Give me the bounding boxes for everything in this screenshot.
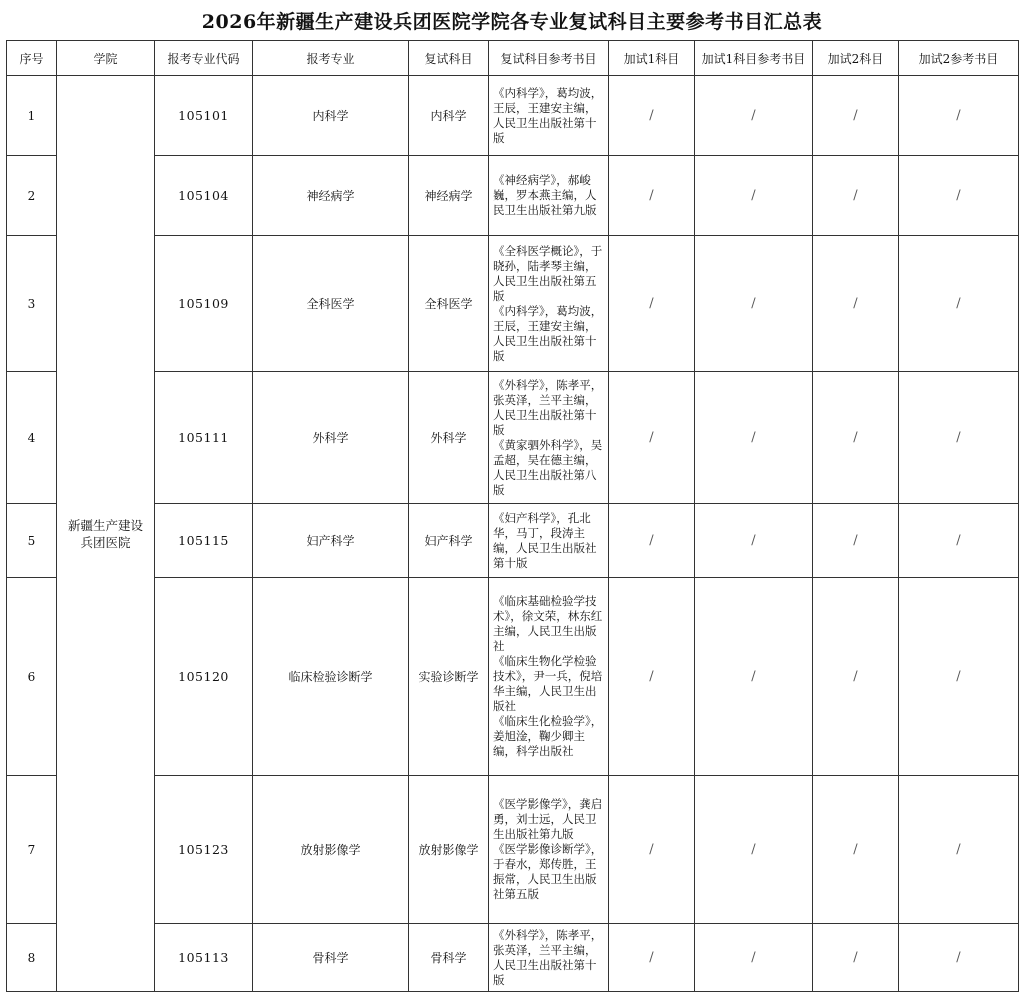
extra1-subject: /	[609, 372, 695, 504]
retest-subject: 实验诊断学	[409, 578, 489, 776]
extra1-reference: /	[695, 156, 813, 236]
major-code: 105111	[155, 372, 253, 504]
extra2-subject: /	[813, 504, 899, 578]
table-row	[7, 578, 1019, 776]
extra2-subject: /	[813, 924, 899, 992]
major-name: 骨科学	[253, 924, 409, 992]
extra2-reference: /	[899, 578, 1019, 776]
table-row	[7, 372, 1019, 504]
retest-subject: 骨科学	[409, 924, 489, 992]
retest-reference: 《妇产科学》，孔北华，马丁，段涛主编，人民卫生出版社第十版	[489, 504, 609, 578]
table-row	[7, 76, 1019, 156]
header-extra1-reference: 加试1科目参考书目	[695, 41, 813, 76]
retest-subject: 神经病学	[409, 156, 489, 236]
extra1-subject: /	[609, 156, 695, 236]
major-code: 105109	[155, 236, 253, 372]
retest-subject: 内科学	[409, 76, 489, 156]
major-code: 105101	[155, 76, 253, 156]
extra1-reference: /	[695, 236, 813, 372]
retest-subject: 外科学	[409, 372, 489, 504]
row-index: 3	[7, 236, 57, 372]
table-row	[7, 156, 1019, 236]
extra1-subject: /	[609, 236, 695, 372]
retest-reference: 《医学影像学》，龚启勇，刘士远，人民卫生出版社第九版 《医学影像诊断学》，于春水，郑传胜，王振常，人民卫生出版社第五版	[489, 776, 609, 924]
extra2-reference: /	[899, 76, 1019, 156]
extra1-subject: /	[609, 578, 695, 776]
major-name: 妇产科学	[253, 504, 409, 578]
reference-table	[6, 40, 1019, 992]
header-college: 学院	[57, 41, 155, 76]
retest-reference: 《内科学》，葛均波，王辰，王建安主编，人民卫生出版社第十版	[489, 76, 609, 156]
extra2-reference: /	[899, 504, 1019, 578]
row-index: 1	[7, 76, 57, 156]
extra2-reference: /	[899, 372, 1019, 504]
header-extra2-reference: 加试2参考书目	[899, 41, 1019, 76]
major-code: 105113	[155, 924, 253, 992]
extra1-reference: /	[695, 504, 813, 578]
header-major-code: 报考专业代码	[155, 41, 253, 76]
major-name: 外科学	[253, 372, 409, 504]
major-code: 105123	[155, 776, 253, 924]
header-index: 序号	[7, 41, 57, 76]
extra2-subject: /	[813, 236, 899, 372]
retest-reference: 《外科学》，陈孝平，张英泽，兰平主编，人民卫生出版社第十版	[489, 924, 609, 992]
extra2-reference: /	[899, 236, 1019, 372]
table-row	[7, 776, 1019, 924]
row-index: 7	[7, 776, 57, 924]
table-row	[7, 236, 1019, 372]
major-code: 105120	[155, 578, 253, 776]
extra2-reference: /	[899, 924, 1019, 992]
header-row	[7, 41, 1019, 76]
extra1-subject: /	[609, 924, 695, 992]
row-index: 6	[7, 578, 57, 776]
row-index: 2	[7, 156, 57, 236]
row-index: 4	[7, 372, 57, 504]
header-extra1-subject: 加试1科目	[609, 41, 695, 76]
extra2-reference: /	[899, 156, 1019, 236]
extra2-subject: /	[813, 372, 899, 504]
college-cell: 新疆生产建设兵团医院	[57, 76, 155, 992]
major-name: 内科学	[253, 76, 409, 156]
extra1-reference: /	[695, 776, 813, 924]
row-index: 5	[7, 504, 57, 578]
retest-subject: 全科医学	[409, 236, 489, 372]
major-code: 105104	[155, 156, 253, 236]
header-extra2-subject: 加试2科目	[813, 41, 899, 76]
retest-subject: 放射影像学	[409, 776, 489, 924]
major-code: 105115	[155, 504, 253, 578]
table-row	[7, 504, 1019, 578]
page-title: 2026年新疆生产建设兵团医院学院各专业复试科目主要参考书目汇总表	[201, 11, 823, 33]
extra2-reference: /	[899, 776, 1019, 924]
extra2-subject: /	[813, 776, 899, 924]
extra1-reference: /	[695, 578, 813, 776]
retest-reference: 《外科学》，陈孝平，张英泽，兰平主编，人民卫生出版社第十版 《黄家驷外科学》，吴孟超，吴在德主编，人民卫生出版社第八版	[489, 372, 609, 504]
extra1-subject: /	[609, 76, 695, 156]
extra1-reference: /	[695, 924, 813, 992]
extra2-subject: /	[813, 76, 899, 156]
header-retest-subject: 复试科目	[409, 41, 489, 76]
extra2-subject: /	[813, 156, 899, 236]
retest-reference: 《全科医学概论》，于晓孙，陆孝琴主编，人民卫生出版社第五版 《内科学》，葛均波，王辰，王建安主编，人民卫生出版社第十版	[489, 236, 609, 372]
retest-reference: 《神经病学》，郝峻巍，罗本燕主编，人民卫生出版社第九版	[489, 156, 609, 236]
extra1-subject: /	[609, 504, 695, 578]
major-name: 全科医学	[253, 236, 409, 372]
extra1-reference: /	[695, 76, 813, 156]
header-retest-reference: 复试科目参考书目	[489, 41, 609, 76]
major-name: 神经病学	[253, 156, 409, 236]
header-major: 报考专业	[253, 41, 409, 76]
major-name: 放射影像学	[253, 776, 409, 924]
extra2-subject: /	[813, 578, 899, 776]
extra1-reference: /	[695, 372, 813, 504]
row-index: 8	[7, 924, 57, 992]
retest-reference: 《临床基础检验学技术》，徐文荣，林东红主编，人民卫生出版社 《临床生物化学检验技术》，尹一兵，倪培华主编，人民卫生出版社 《临床生化检验学》，姜旭淦，鞠少卿主编，科学出版社	[489, 578, 609, 776]
retest-subject: 妇产科学	[409, 504, 489, 578]
table-row	[7, 924, 1019, 992]
major-name: 临床检验诊断学	[253, 578, 409, 776]
extra1-subject: /	[609, 776, 695, 924]
